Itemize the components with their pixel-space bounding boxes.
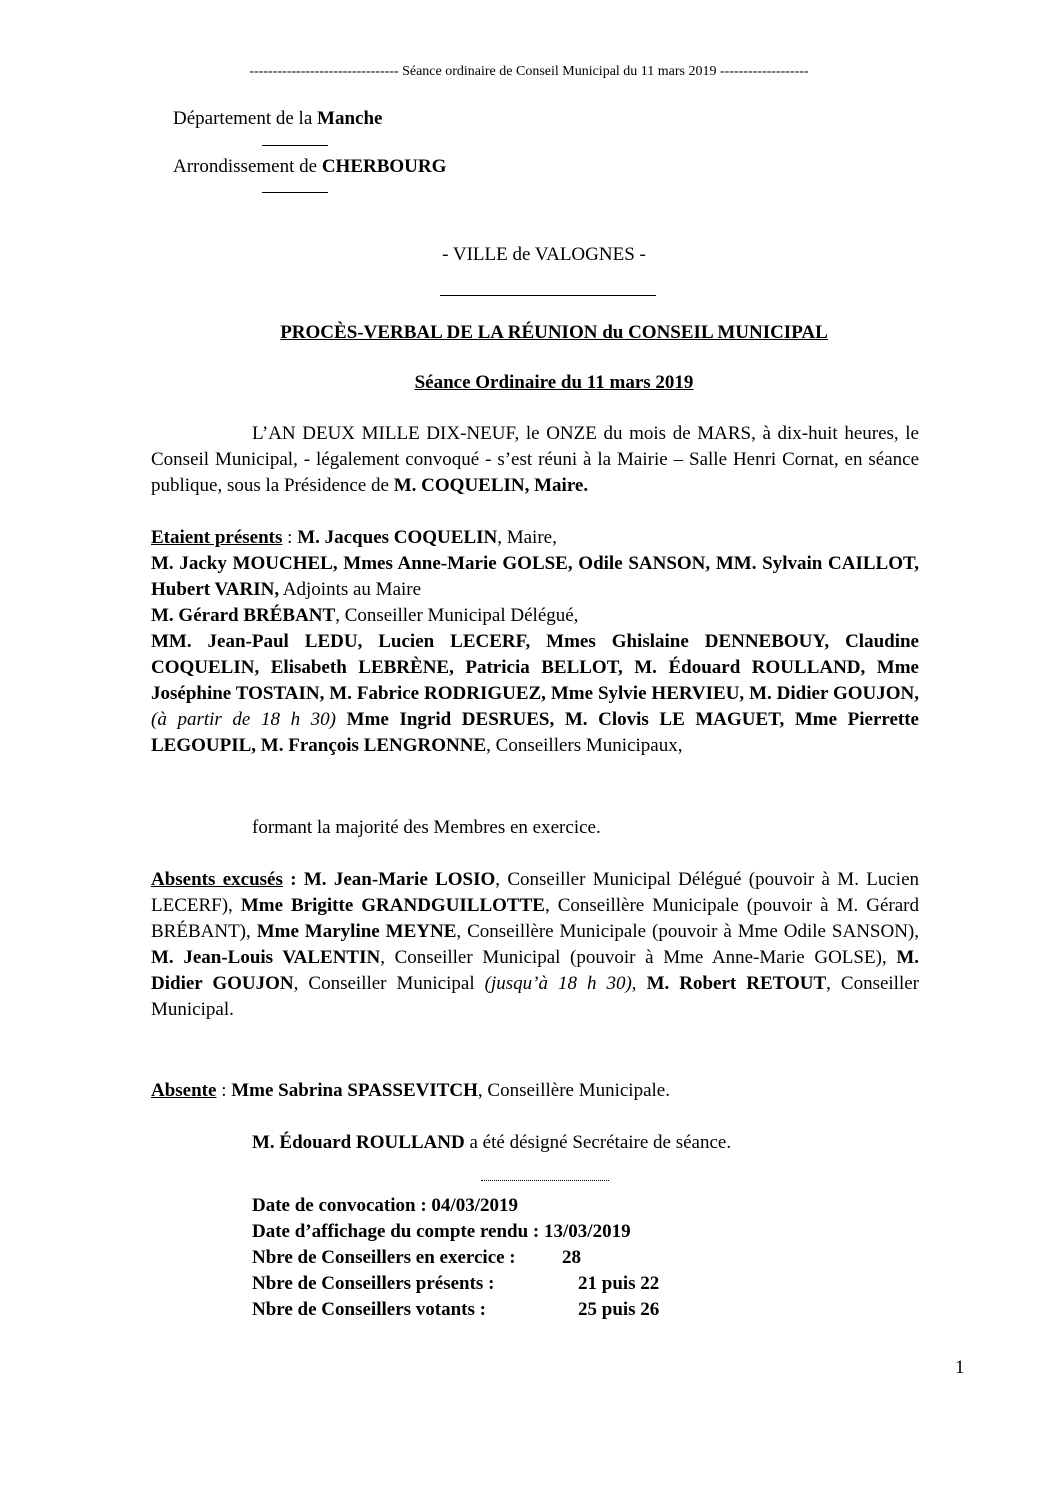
short-rule bbox=[262, 145, 328, 146]
secretaire-line: M. Édouard ROULLAND a été désigné Secrétaire de séance. bbox=[252, 1132, 732, 1153]
absente-paragraph: Absente : Mme Sabrina SPASSEVITCH, Conseillère Municipale. bbox=[151, 1080, 670, 1101]
arrondissement-line: Arrondissement de CHERBOURG bbox=[173, 156, 447, 177]
absents-paragraph: Absents excusés : M. Jean-Marie LOSIO, Conseiller Municipal Délégué (pouvoir à M. Lucien LECERF), Mme Brigitte GRANDGUILLOTTE, Conseillère Municipale (pouvoir à M. Gérard BRÉBANT), Mme Maryline MEYNE, Conseillère Municipale (pouvoir à Mme Odile SANSON), M. Jean-Louis VALENTIN, Conseiller Municipal (pouvoir à Mme Anne-Marie GOLSE), M. Didier GOUJON, Conseiller Municipal (jusqu’à 18 h 30), M. Robert RETOUT, Conseiller Municipal. bbox=[151, 869, 920, 1020]
separator-rule bbox=[481, 1180, 609, 1181]
title-rule bbox=[440, 295, 656, 296]
proces-verbal-title: PROCÈS-VERBAL DE LA RÉUNION du CONSEIL MUNICIPAL bbox=[280, 322, 828, 343]
seance-title: Séance Ordinaire du 11 mars 2019 bbox=[414, 372, 694, 393]
presents-paragraph: Etaient présents : M. Jacques COQUELIN, Maire, M. Jacky MOUCHEL, Mmes Anne-Marie GOLSE, Odile SANSON, MM. Sylvain CAILLOT, Hubert VARIN, Adjoints au Maire M. Gérard BRÉBANT, Conseiller Municipal Délégué, MM. Jean-Paul LEDU, Lucien LECERF, Mmes Ghislaine DENNEBOUY, Claudine COQUELIN, Elisabeth LEBRÈNE, Patricia BELLOT, M. Édouard ROULLAND, Mme Joséphine TOSTAIN, M. Fabrice RODRIGUEZ, Mme Sylvie HERVIEU, M. Didier GOUJON, (à partir de 18 h 30) Mme Ingrid DESRUES, M. Clovis LE MAGUET, Mme Pierrette LEGOUPIL, M. François LENGRONNE, Conseillers Municipaux, bbox=[151, 527, 919, 756]
intro-paragraph: L’AN DEUX MILLE DIX-NEUF, le ONZE du mois de MARS, à dix-huit heures, le Conseil Municipal, - légalement convoqué - s’est réuni à la Mairie – Salle Henri Cornat, en séance publique, sous la Présidence de M. COQUELIN, Maire. bbox=[151, 423, 919, 496]
short-rule bbox=[262, 192, 328, 193]
formant-line: formant la majorité des Membres en exercice. bbox=[252, 817, 601, 838]
ville-title: - VILLE de VALOGNES - bbox=[442, 244, 646, 265]
document-page: -------------------------------- Séance ordinaire de Conseil Municipal du 11 mars 2019 ------------------- Département de la Manche Arrondissement de CHERBOURG - VILLE de VALOGNES - PROCÈS-VERBAL DE LA RÉUNION du CONSEIL MUNICIPAL Séance Ordinaire du 11 mars 2019 L’AN DEUX MILLE DIX-NEUF, le ONZE du mois de MARS, à dix-huit heures, le Conseil Municipal, - légalement convoqué - s’est réuni à la Mairie – Salle Henri Cornat, en séance publique, sous la Présidence de M. COQUELIN, Maire. Etaient présents : M. Jacques COQUELIN, Maire, M. Jacky MOUCHEL, Mmes Anne-Marie GOLSE, Odile SANSON, MM. Sylvain CAILLOT, Hubert VARIN, Adjoints au Maire M. Gérard BRÉBANT, Conseiller Municipal Délégué, MM. Jean-Paul LEDU, Lucien LECERF, Mmes Ghislaine DENNEBOUY, Claudine COQUELIN, Elisabeth LEBRÈNE, Patricia BELLOT, M. Édouard ROULLAND, Mme Joséphine TOSTAIN, M. Fabrice RODRIGUEZ, Mme Sylvie HERVIEU, M. Didier GOUJON, (à partir de 18 h 30) Mme Ingrid DESRUES, M. Clovis LE MAGUET, Mme Pierrette LEGOUPIL, M. François LENGRONNE, Conseillers Municipaux, formant la majorité des Membres en exercice. Absents excusés : M. Jean-Marie LOSIO, Conseiller Municipal Délégué (pouvoir à M. Lucien LECERF), Mme Brigitte GRANDGUILLOTTE, Conseillère Municipale (pouvoir à M. Gérard BRÉBANT), Mme Maryline MEYNE, Conseillère Municipale (pouvoir à Mme Odile SANSON), M. Jean-Louis VALENTIN, Conseiller Municipal (pouvoir à Mme Anne-Marie GOLSE), M. Didier GOUJON, Conseiller Municipal (jusqu’à 18 h 30), M. Robert RETOUT, Conseiller Municipal. Absente : Mme Sabrina SPASSEVITCH, Conseillère Municipale. M. Édouard ROULLAND a été désigné Secrétaire de séance. Date de convocation : 04/03/2019 Date d’affichage du compte rendu : 13/03/2019 Nbre de Conseillers en exercice : 28 Nbre de Conseillers présents : 21 puis 22 Nbre de Conseillers votants : 25 puis 26 1 bbox=[0, 0, 1058, 1497]
departement-line: Département de la Manche bbox=[173, 108, 383, 129]
page-number: 1 bbox=[955, 1357, 965, 1378]
running-header: -------------------------------- Séance ordinaire de Conseil Municipal du 11 mars 2019 ------------------- bbox=[249, 64, 809, 79]
